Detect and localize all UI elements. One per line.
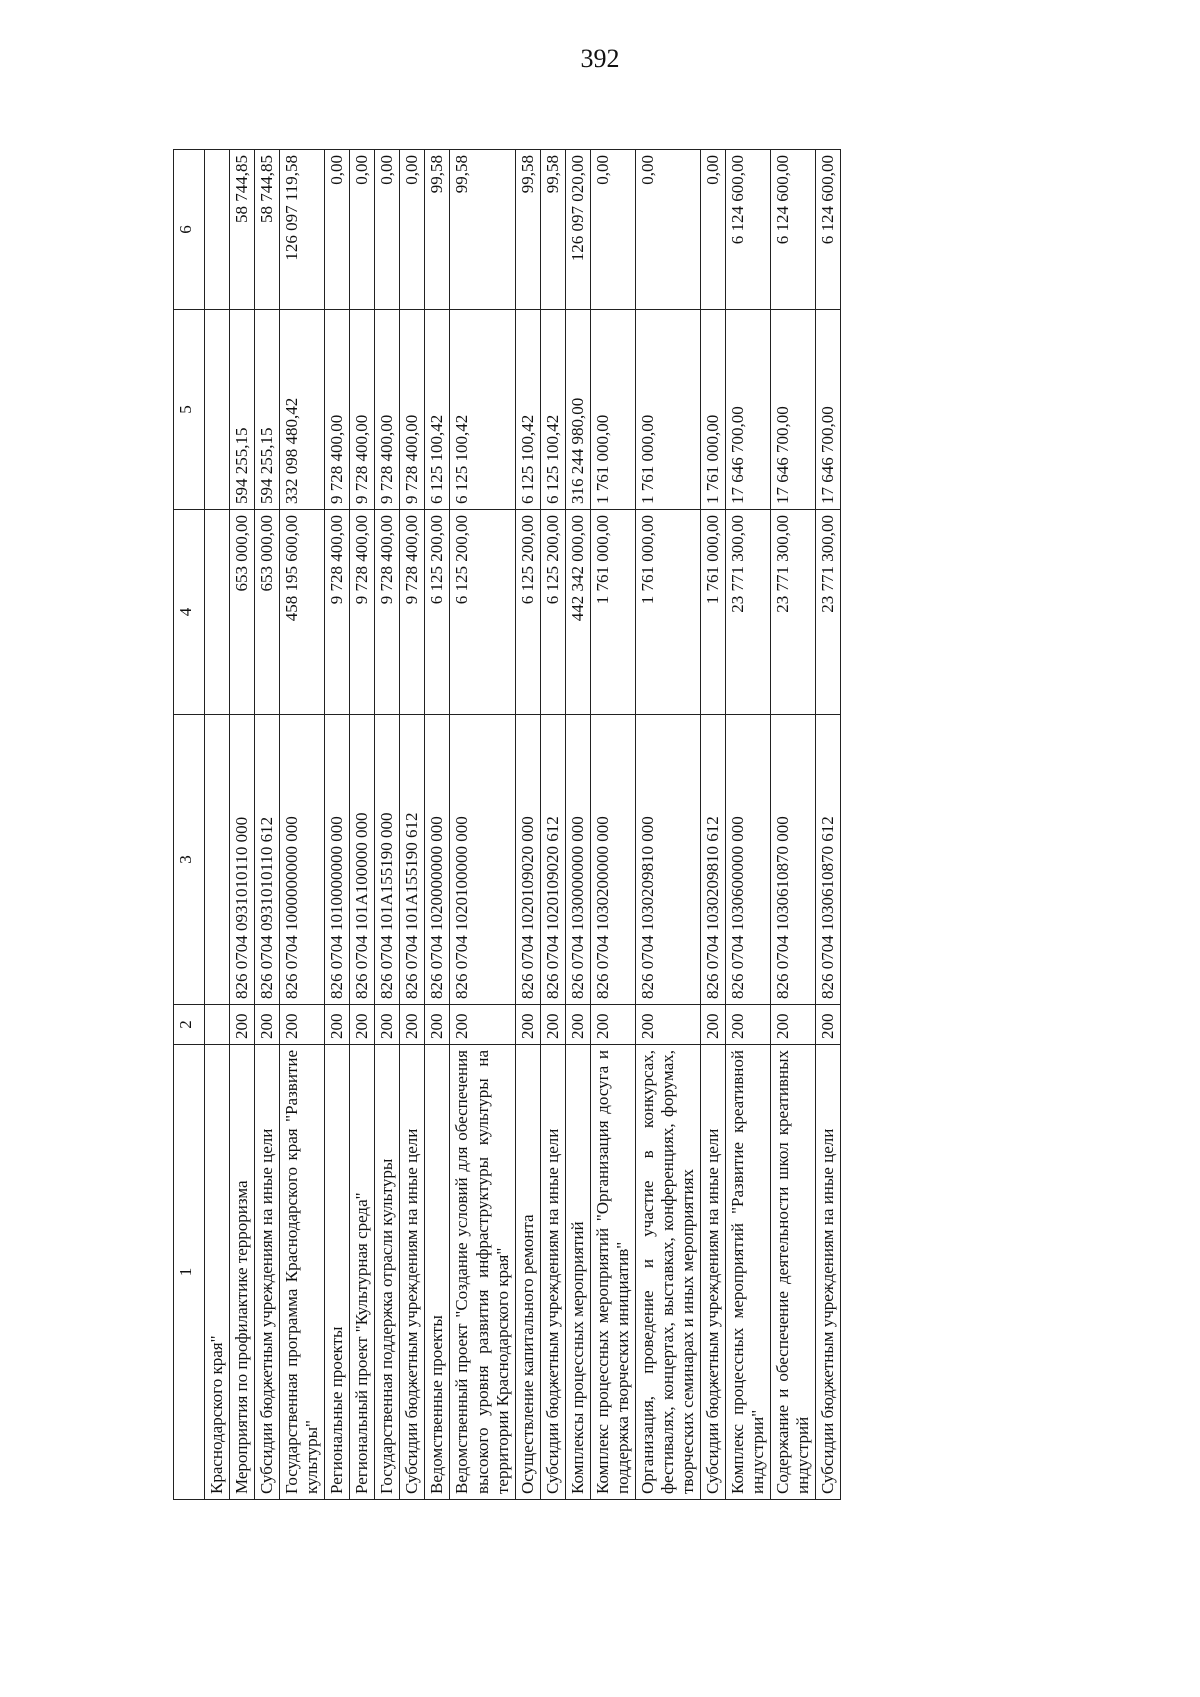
row-value-col5: 6 125 100,42 [540, 310, 565, 510]
row-name: Государственная поддержка отрасли культуры [375, 1045, 400, 1500]
table-row [726, 150, 771, 1500]
row-code: 826 0704 1030600000 000 [726, 715, 771, 1005]
row-value-col5: 6 125 100,42 [425, 310, 450, 510]
row-name: Субсидии бюджетным учреждениям на иные цели [255, 1045, 280, 1500]
row-code: 826 0704 1030209810 612 [700, 715, 725, 1005]
table-row [375, 150, 400, 1500]
row-name: Ведомственные проекты [425, 1045, 450, 1500]
table-row [280, 150, 325, 1500]
page-number: 392 [580, 44, 620, 73]
row-code: 826 0704 1030209810 000 [635, 715, 700, 1005]
row-value-col4: 1 761 000,00 [700, 510, 725, 715]
row-name: Ведомственный проект "Создание условий для обеспечения высокого уровня развития инфраструктуры культуры на территории Краснодарского края" [450, 1045, 515, 1500]
table-row [425, 150, 450, 1500]
row-value-col4: 6 125 200,00 [425, 510, 450, 715]
table-row [515, 150, 540, 1500]
row-name: Комплексы процессных мероприятий [565, 1045, 590, 1500]
row-value-col4: 6 125 200,00 [515, 510, 540, 715]
row-group: 200 [375, 1005, 400, 1045]
row-code: 826 0704 1030610870 612 [816, 715, 841, 1005]
row-group: 200 [400, 1005, 425, 1045]
row-value-col6: 0,00 [590, 150, 635, 310]
row-value-col4: 1 761 000,00 [590, 510, 635, 715]
row-value-col6: 58 744,85 [230, 150, 255, 310]
row-value-col5: 9 728 400,00 [350, 310, 375, 510]
row-group: 200 [771, 1005, 816, 1045]
row-value-col6: 58 744,85 [255, 150, 280, 310]
row-value-col4: 9 728 400,00 [325, 510, 350, 715]
row-value-col6: 0,00 [400, 150, 425, 310]
row-name: Государственная программа Краснодарского края "Развитие культуры" [280, 1045, 325, 1500]
row-value-col5: 332 098 480,42 [280, 310, 325, 510]
table-row [816, 150, 841, 1500]
table-row [325, 150, 350, 1500]
row-group: 200 [816, 1005, 841, 1045]
row-group: 200 [280, 1005, 325, 1045]
table-row [771, 150, 816, 1500]
row-group: 200 [515, 1005, 540, 1045]
row-value-col4: 458 195 600,00 [280, 510, 325, 715]
row-code: 826 0704 1030610870 000 [771, 715, 816, 1005]
row-value-col4: 442 342 000,00 [565, 510, 590, 715]
table-row [590, 150, 635, 1500]
row-code: 826 0704 101А155190 612 [400, 715, 425, 1005]
row-value-col5: 9 728 400,00 [325, 310, 350, 510]
continuation-row [205, 150, 230, 1500]
row-value-col4: 653 000,00 [255, 510, 280, 715]
row-value-col4: 9 728 400,00 [350, 510, 375, 715]
table-row [350, 150, 375, 1500]
table-row [635, 150, 700, 1500]
header-col-2: 2 [174, 1005, 205, 1045]
row-value-col6: 0,00 [325, 150, 350, 310]
row-value-col6: 6 124 600,00 [816, 150, 841, 310]
row-value-col6: 0,00 [635, 150, 700, 310]
row-value-col4: 653 000,00 [230, 510, 255, 715]
row-name: Мероприятия по профилактике терроризма [230, 1045, 255, 1500]
row-code: 826 0704 0931010110 612 [255, 715, 280, 1005]
row-value-col5: 9 728 400,00 [375, 310, 400, 510]
table-row [230, 150, 255, 1500]
table-row [565, 150, 590, 1500]
continuation-text: Краснодарского края" [205, 1045, 230, 1500]
row-value-col6: 0,00 [700, 150, 725, 310]
row-name: Субсидии бюджетным учреждениям на иные цели [816, 1045, 841, 1500]
budget-table [173, 149, 841, 1500]
row-code: 826 0704 101А155190 000 [375, 715, 400, 1005]
row-value-col4: 6 125 200,00 [540, 510, 565, 715]
row-code: 826 0704 1030000000 000 [565, 715, 590, 1005]
row-code: 826 0704 1010000000 000 [325, 715, 350, 1005]
row-value-col4: 1 761 000,00 [635, 510, 700, 715]
row-code: 826 0704 1030200000 000 [590, 715, 635, 1005]
row-code: 826 0704 101А100000 000 [350, 715, 375, 1005]
header-col-3: 3 [174, 715, 205, 1005]
table-row [255, 150, 280, 1500]
table-row [400, 150, 425, 1500]
row-name: Комплекс процессных мероприятий "Организация досуга и поддержка творческих инициатив" [590, 1045, 635, 1500]
table-row [540, 150, 565, 1500]
row-value-col6: 126 097 020,00 [565, 150, 590, 310]
row-value-col5: 594 255,15 [230, 310, 255, 510]
row-group: 200 [590, 1005, 635, 1045]
row-value-col5: 1 761 000,00 [700, 310, 725, 510]
row-value-col5: 1 761 000,00 [590, 310, 635, 510]
row-code: 826 0704 1020109020 612 [540, 715, 565, 1005]
row-value-col4: 23 771 300,00 [816, 510, 841, 715]
row-code: 826 0704 1020109020 000 [515, 715, 540, 1005]
row-value-col6: 6 124 600,00 [771, 150, 816, 310]
row-value-col5: 9 728 400,00 [400, 310, 425, 510]
row-code: 826 0704 0931010110 000 [230, 715, 255, 1005]
header-col-4: 4 [174, 510, 205, 715]
row-value-col6: 126 097 119,58 [280, 150, 325, 310]
header-col-5: 5 [174, 310, 205, 510]
row-value-col4: 9 728 400,00 [400, 510, 425, 715]
row-group: 200 [565, 1005, 590, 1045]
header-col-6: 6 [174, 150, 205, 310]
row-group: 200 [450, 1005, 515, 1045]
row-value-col6: 0,00 [350, 150, 375, 310]
row-value-col5: 594 255,15 [255, 310, 280, 510]
row-name: Региональные проекты [325, 1045, 350, 1500]
row-name: Субсидии бюджетным учреждениям на иные цели [400, 1045, 425, 1500]
row-name: Комплекс процессных мероприятий "Развитие креативной индустрии" [726, 1045, 771, 1500]
row-name: Субсидии бюджетным учреждениям на иные цели [700, 1045, 725, 1500]
row-value-col6: 99,58 [425, 150, 450, 310]
row-value-col4: 6 125 200,00 [450, 510, 515, 715]
row-code: 826 0704 1000000000 000 [280, 715, 325, 1005]
table-row [450, 150, 515, 1500]
row-group: 200 [255, 1005, 280, 1045]
header-col-1: 1 [174, 1045, 205, 1500]
row-value-col6: 99,58 [540, 150, 565, 310]
row-value-col5: 1 761 000,00 [635, 310, 700, 510]
table-row [700, 150, 725, 1500]
rotated-table-wrapper [173, 150, 1033, 1500]
row-code: 826 0704 1020100000 000 [450, 715, 515, 1005]
row-group: 200 [350, 1005, 375, 1045]
row-group: 200 [325, 1005, 350, 1045]
header-row [174, 150, 205, 1500]
row-value-col5: 17 646 700,00 [816, 310, 841, 510]
row-value-col4: 9 728 400,00 [375, 510, 400, 715]
row-value-col4: 23 771 300,00 [726, 510, 771, 715]
row-value-col5: 6 125 100,42 [450, 310, 515, 510]
row-name: Осуществление капитального ремонта [515, 1045, 540, 1500]
row-group: 200 [726, 1005, 771, 1045]
row-group: 200 [540, 1005, 565, 1045]
row-value-col6: 0,00 [375, 150, 400, 310]
row-name: Организация, проведение и участие в конкурсах, фестивалях, концертах, выставках, конференциях, форумах, творческих семинарах и иных мероприятиях [635, 1045, 700, 1500]
row-value-col5: 316 244 980,00 [565, 310, 590, 510]
row-name: Содержание и обеспечение деятельности школ креативных индустрий [771, 1045, 816, 1500]
row-name: Региональный проект "Культурная среда" [350, 1045, 375, 1500]
row-value-col5: 17 646 700,00 [771, 310, 816, 510]
row-value-col6: 6 124 600,00 [726, 150, 771, 310]
row-group: 200 [230, 1005, 255, 1045]
row-group: 200 [635, 1005, 700, 1045]
row-value-col5: 17 646 700,00 [726, 310, 771, 510]
row-code: 826 0704 1020000000 000 [425, 715, 450, 1005]
row-name: Субсидии бюджетным учреждениям на иные цели [540, 1045, 565, 1500]
row-group: 200 [700, 1005, 725, 1045]
row-value-col6: 99,58 [515, 150, 540, 310]
row-value-col6: 99,58 [450, 150, 515, 310]
row-value-col5: 6 125 100,42 [515, 310, 540, 510]
row-value-col4: 23 771 300,00 [771, 510, 816, 715]
row-group: 200 [425, 1005, 450, 1045]
